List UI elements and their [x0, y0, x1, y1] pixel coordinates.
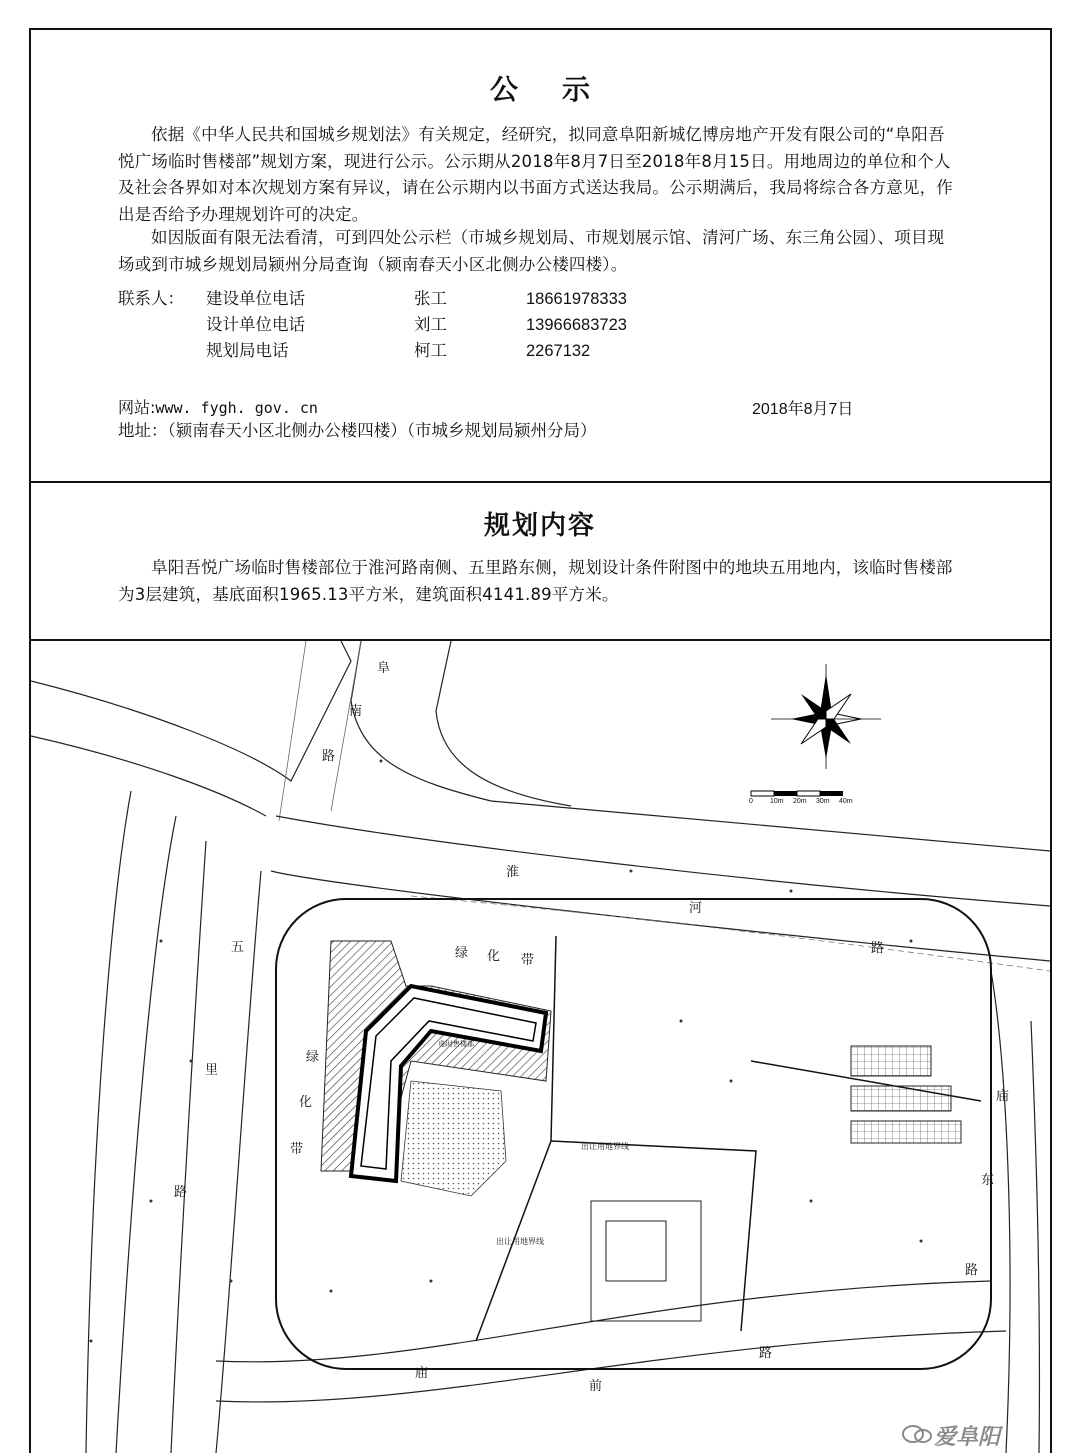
- greenbelt-label: 带: [290, 1142, 304, 1157]
- notice-title: 公示: [489, 73, 634, 106]
- contact-name: 刘工: [414, 315, 447, 334]
- road-label-huaihe: 河: [689, 901, 703, 916]
- contact-phone: 18661978333: [526, 290, 627, 308]
- scale-label: 30m: [816, 798, 830, 805]
- section-divider: [29, 481, 1052, 483]
- contact-phone: 2267132: [526, 342, 591, 360]
- contact-role: 规划局电话: [206, 341, 289, 360]
- greenbelt-label: 绿: [455, 946, 469, 961]
- greenbelt-label: 化: [487, 949, 501, 964]
- notice-paragraph-1: 依据《中华人民共和国城乡规划法》有关规定，经研究，拟同意阜阳新城亿博房地产开发有限公司的“阜阳吾悦广场临时售楼部”规划方案，现进行公示。公示期从2018年8月7日至2018年8月15日。用地周边的单位和个人及社会各界如对本次规划方案有异议，请在公示期内以书面方式送达我局。公示期满后，我局将综合各方意见，作出是否给予办理规划许可的决定。: [118, 125, 953, 224]
- website-link[interactable]: www. fygh. gov. cn: [155, 399, 318, 417]
- greenbelt-label: 带: [521, 953, 535, 968]
- building-label: 临时售楼部: [439, 1040, 474, 1048]
- watermark-text: 爱阜阳: [934, 1425, 1001, 1450]
- north-compass: [771, 664, 881, 769]
- website-label: 网站:: [118, 398, 156, 417]
- road-label-wuli: 五: [231, 940, 245, 955]
- scale-label: 10m: [770, 798, 784, 805]
- road-label-miaodong: 东: [981, 1173, 995, 1188]
- road-label-miaoqian: 路: [759, 1346, 773, 1361]
- boundary-label: 出让用地界线: [496, 1237, 544, 1246]
- contact-role: 设计单位电话: [206, 315, 305, 334]
- contact-role: 建设单位电话: [206, 289, 305, 308]
- scale-bar: [751, 791, 843, 796]
- adjacent-buildings: [591, 1046, 961, 1321]
- road-label-miaodong: 庙: [996, 1089, 1010, 1104]
- address-line: 地址：（颍南春天小区北侧办公楼四楼）（市城乡规划局颍州分局）: [118, 421, 597, 440]
- contact-name: 柯工: [414, 341, 447, 360]
- plan-title: 规划内容: [483, 511, 596, 541]
- plan-paragraph: 阜阳吾悦广场临时售楼部位于淮河路南侧、五里路东侧，规划设计条件附图中的地块五用地内，该临时售楼部为3层建筑，基底面积1965.13平方米，建筑面积4141.89平方米。: [118, 558, 953, 604]
- website-line: [118, 395, 318, 418]
- road-label-wuli: 里: [205, 1063, 219, 1078]
- scale-label: 0: [749, 798, 753, 805]
- contact-phone: 13966683723: [526, 316, 627, 334]
- miaoqian-road-lines: [216, 1281, 1006, 1402]
- miaodong-road-lines: [991, 971, 1039, 1453]
- greenbelt-label: 化: [299, 1095, 313, 1110]
- courtyard-area: [401, 1081, 506, 1196]
- scale-label: 20m: [793, 798, 807, 805]
- road-label-huaihe: 路: [871, 941, 885, 956]
- site-plan-map: [31, 641, 1050, 1453]
- boundary-label: 出让用地界线: [581, 1142, 629, 1151]
- wuli-road-lines: [86, 791, 261, 1453]
- scale-label: 40m: [839, 798, 853, 805]
- contact-name: 张工: [414, 289, 447, 308]
- road-label-wuli: 路: [174, 1185, 188, 1200]
- wechat-icon: [902, 1424, 934, 1450]
- contacts-label: 联系人：: [118, 289, 184, 308]
- road-label-miaoqian: 前: [589, 1379, 603, 1394]
- notice-paragraph-2: 如因版面有限无法看清，可到四处公示栏（市城乡规划局、市规划展示馆、清河广场、东三角公园）、项目现场或到市城乡规划局颍州分局查询（颍南春天小区北侧办公楼四楼）。: [118, 228, 945, 274]
- site-plan-drawing: [31, 641, 1050, 1453]
- funan-road-lines: [31, 641, 1050, 851]
- road-label-miaoqian: 庙: [415, 1366, 429, 1381]
- road-label-funan: 阜 南 路: [322, 661, 391, 764]
- notice-date: 2018年8月7日: [752, 401, 854, 418]
- scale-labels: [749, 798, 853, 805]
- road-label-miaodong: 路: [965, 1263, 979, 1278]
- greenbelt-label: 绿: [306, 1050, 320, 1065]
- road-label-huaihe: 淮: [506, 865, 520, 880]
- watermark: [902, 1420, 1000, 1451]
